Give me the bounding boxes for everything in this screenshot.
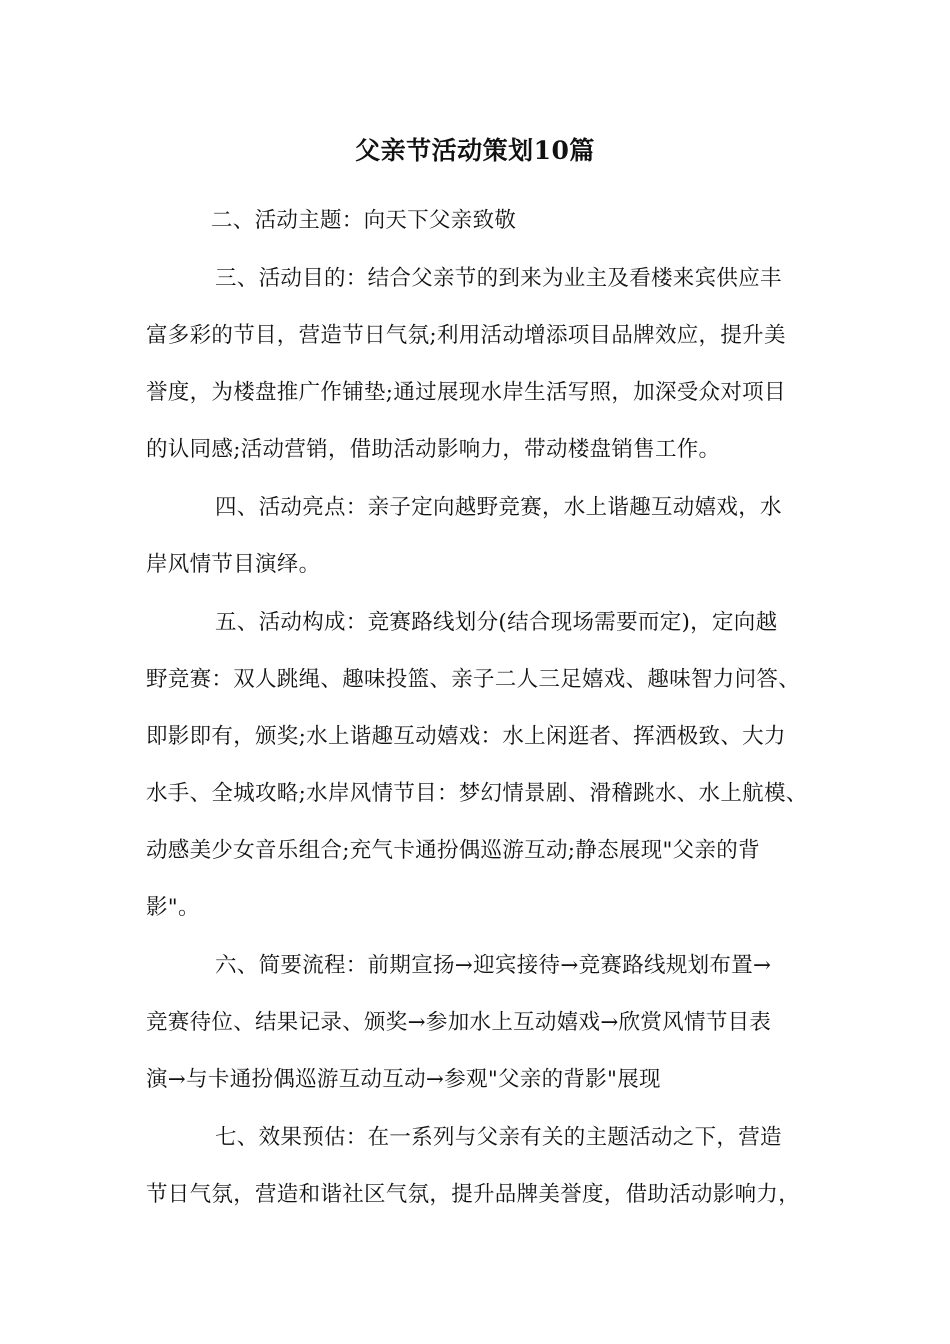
paragraph-line: 影"。 xyxy=(146,895,200,920)
paragraph-line: 四、活动亮点：亲子定向越野竞赛，水上谐趣互动嬉戏，水 xyxy=(215,495,782,520)
paragraph-line: 动感美少女音乐组合;充气卡通扮偶巡游互动;静态展现"父亲的背 xyxy=(146,838,760,863)
paragraph-line: 水手、全城攻略;水岸风情节目：梦幻情景剧、滑稽跳水、水上航模、 xyxy=(146,781,808,806)
paragraph-line: 岸风情节目演绎。 xyxy=(146,552,321,577)
paragraph-line: 六、简要流程：前期宣扬→迎宾接待→竞赛路线规划布置→ xyxy=(215,953,772,978)
paragraph-line: 竞赛待位、结果记录、颁奖→参加水上互动嬉戏→欣赏风情节目表 xyxy=(146,1010,772,1035)
paragraph-line-theme: 二、活动主题：向天下父亲致敬 xyxy=(211,208,517,233)
paragraph-line: 演→与卡通扮偶巡游互动互动→参观"父亲的背影"展现 xyxy=(146,1067,661,1092)
document-title: 父亲节活动策划10篇 xyxy=(355,136,595,165)
paragraph-line: 野竞赛：双人跳绳、趣味投篮、亲子二人三足嬉戏、趣味智力问答、 xyxy=(146,667,801,692)
paragraph-line: 誉度，为楼盘推广作铺垫;通过展现水岸生活写照，加深受众对项目 xyxy=(146,380,786,405)
paragraph-line: 即影即有，颁奖;水上谐趣互动嬉戏：水上闲逛者、挥洒极致、大力 xyxy=(146,724,786,749)
paragraph-line: 的认同感;活动营销，借助活动影响力，带动楼盘销售工作。 xyxy=(146,437,721,462)
paragraph-line: 节日气氛，营造和谐社区气氛，提升品牌美誉度，借助活动影响力， xyxy=(146,1182,801,1207)
paragraph-line: 五、活动构成：竞赛路线划分(结合现场需要而定)，定向越 xyxy=(215,610,778,635)
paragraph-line: 富多彩的节目，营造节日气氛;利用活动增添项目品牌效应，提升美 xyxy=(146,323,786,348)
paragraph-line: 三、活动目的：结合父亲节的到来为业主及看楼来宾供应丰 xyxy=(215,266,782,291)
paragraph-line: 七、效果预估：在一系列与父亲有关的主题活动之下，营造 xyxy=(215,1125,782,1150)
